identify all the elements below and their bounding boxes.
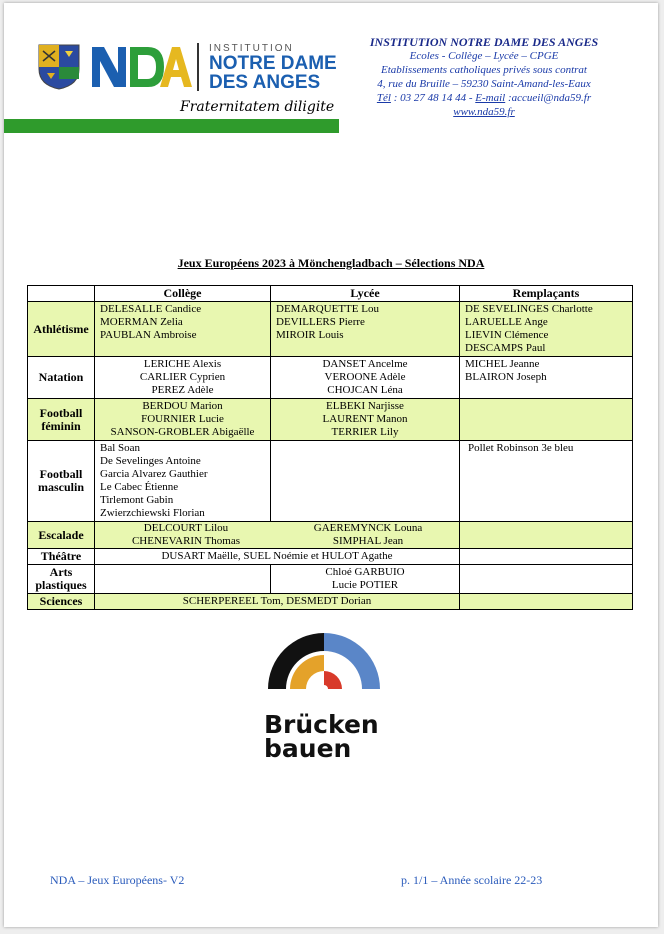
table-row-athletisme xyxy=(28,302,633,357)
sciences-remplacants xyxy=(460,594,633,610)
row-label-line2: plastiques xyxy=(35,578,87,592)
row-label-arts-plastiques xyxy=(28,565,95,594)
football-masculin-lycee xyxy=(271,441,460,522)
address-line3: 4, rue du Bruille – 59230 Saint-Amand-les-Eaux xyxy=(377,78,591,90)
list-item: CHOJCAN Léna xyxy=(327,384,403,396)
tel-label: Tél xyxy=(376,92,391,104)
logo2-line2: bauen xyxy=(264,734,352,761)
list-item: ELBEKI Narjisse xyxy=(326,400,404,412)
list-item: LIEVIN Clémence xyxy=(465,329,549,341)
football-feminin-remplacants xyxy=(460,399,633,441)
list-item: FOURNIER Lucie xyxy=(141,413,224,425)
row-label-line2: féminin xyxy=(41,418,81,433)
document-page xyxy=(4,3,658,927)
list-item: DANSET Ancelme xyxy=(322,358,408,370)
row-label-football-masculin xyxy=(28,441,95,522)
athletisme-college xyxy=(95,302,271,357)
list-item: BLAIRON Joseph xyxy=(465,371,547,383)
logo-divider xyxy=(197,43,199,91)
row-label-line1: Football xyxy=(39,467,83,481)
list-item: Tirlemont Gabin xyxy=(100,494,174,506)
header-empty-cell xyxy=(28,286,95,302)
athletisme-lycee xyxy=(271,302,460,357)
list-item: Pollet Robinson 3e bleu xyxy=(468,442,574,454)
list-item: De Sevelinges Antoine xyxy=(100,455,201,467)
address-title: INSTITUTION NOTRE DAME DES ANGES xyxy=(369,35,599,49)
list-item: DESCAMPS Paul xyxy=(465,342,546,354)
nda-logo xyxy=(90,43,192,91)
list-item: LERICHE Alexis xyxy=(143,358,222,370)
table-row-arts-plastiques xyxy=(28,565,633,594)
list-item: Garcia Alvarez Gauthier xyxy=(100,468,208,480)
escalade-college xyxy=(95,522,277,548)
escalade-lycee xyxy=(277,522,459,548)
header-lycee: Lycée xyxy=(271,286,460,302)
athletisme-remplacants xyxy=(460,302,633,357)
address-line2: Etablissements catholiques privés sous contrat xyxy=(381,64,587,76)
header-green-bar xyxy=(4,119,339,133)
list-item: Lucie POTIER xyxy=(331,579,399,591)
arts-college xyxy=(95,565,271,594)
document-title: Jeux Européens 2023 à Mönchengladbach – Sélections NDA xyxy=(177,256,485,270)
row-label-line1: Arts xyxy=(49,565,73,579)
list-item: DEMARQUETTE Lou xyxy=(276,303,379,315)
table-header-row xyxy=(28,286,633,302)
natation-remplacants xyxy=(460,357,633,399)
arts-lycee xyxy=(271,565,460,594)
escalade-remplacants xyxy=(460,522,633,549)
tel-number: : 03 27 48 14 44 - xyxy=(390,92,476,104)
theatre-participants: DUSART Maëlle, SUEL Noémie et HULOT Agathe xyxy=(95,549,460,565)
email-address[interactable]: :accueil@nda59.fr xyxy=(505,92,592,104)
contact-line xyxy=(359,91,609,105)
address-block xyxy=(359,35,609,119)
list-item: MIROIR Louis xyxy=(276,329,344,341)
row-label-theatre: Théâtre xyxy=(28,549,95,565)
list-item: PAUBLAN Ambroise xyxy=(100,329,197,341)
row-label-escalade: Escalade xyxy=(28,522,95,549)
table-row-natation xyxy=(28,357,633,399)
football-feminin-lycee xyxy=(271,399,460,441)
row-label-natation: Natation xyxy=(28,357,95,399)
list-item: MICHEL Jeanne xyxy=(465,358,540,370)
arts-remplacants xyxy=(460,565,633,594)
list-item: Bal Soan xyxy=(100,442,141,454)
table-row-football-masculin xyxy=(28,441,633,522)
list-item: DEVILLERS Pierre xyxy=(276,316,365,328)
row-label-football-feminin xyxy=(28,399,95,441)
list-item: SIMPHAL Jean xyxy=(332,535,404,547)
institution-label: INSTITUTION xyxy=(209,43,294,54)
row-label-line1: Football xyxy=(39,405,83,420)
motto: Fraternitatem diligite xyxy=(180,99,335,115)
bruecken-bauen-logo xyxy=(262,631,392,761)
institution-line1: NOTRE DAME xyxy=(209,53,337,74)
table-row-escalade xyxy=(28,522,633,549)
football-feminin-college xyxy=(95,399,271,441)
list-item: LARUELLE Ange xyxy=(465,316,548,328)
list-item: BERDOU Marion xyxy=(142,400,223,412)
address-line1: Ecoles - Collège – Lycée – CPGE xyxy=(409,50,559,62)
header-remplacants: Remplaçants xyxy=(460,286,633,302)
natation-college xyxy=(95,357,271,399)
list-item: DELESALLE Candice xyxy=(100,303,202,315)
row-label-sciences: Sciences xyxy=(28,594,95,610)
selection-table xyxy=(27,285,633,610)
footer-left: NDA – Jeux Européens- V2 xyxy=(50,873,185,887)
list-item: SANSON-GROBLER Abigaëlle xyxy=(110,426,255,438)
theatre-remplacants xyxy=(460,549,633,565)
list-item: PEREZ Adèle xyxy=(151,384,214,396)
escalade-participants xyxy=(95,522,460,549)
sciences-participants: SCHERPEREEL Tom, DESMEDT Dorian xyxy=(95,594,460,610)
football-masculin-college xyxy=(95,441,271,522)
institution-line2: DES ANGES xyxy=(209,72,321,93)
table-row-football-feminin xyxy=(28,399,633,441)
row-label-athletisme: Athlétisme xyxy=(28,302,95,357)
list-item: Chloé GARBUIO xyxy=(325,566,405,578)
list-item: CARLIER Cyprien xyxy=(139,371,226,383)
website-link[interactable]: www.nda59.fr xyxy=(453,106,515,118)
header-college: Collège xyxy=(95,286,271,302)
list-item: MOERMAN Zelia xyxy=(100,316,183,328)
list-item: DELCOURT Lilou xyxy=(143,522,229,534)
list-item: VEROONE Adèle xyxy=(324,371,406,383)
list-item: Zwierzchiewski Florian xyxy=(100,507,205,519)
list-item: DE SEVELINGES Charlotte xyxy=(465,303,593,315)
coat-of-arms-icon xyxy=(37,43,81,91)
table-row-sciences xyxy=(28,594,633,610)
list-item: TERRIER Lily xyxy=(331,426,399,438)
list-item: Le Cabec Étienne xyxy=(100,481,179,493)
football-masculin-remplacants xyxy=(460,441,633,522)
footer-page-info: p. 1/1 – Année scolaire 22-23 xyxy=(401,873,543,887)
list-item: GAEREMYNCK Louna xyxy=(313,522,423,534)
table-row-theatre xyxy=(28,549,633,565)
logo2-line1: Brücken xyxy=(264,710,379,739)
email-label: E-mail xyxy=(475,92,506,104)
list-item: LAURENT Manon xyxy=(322,413,408,425)
natation-lycee xyxy=(271,357,460,399)
list-item: CHENEVARIN Thomas xyxy=(131,535,241,547)
institution-name xyxy=(209,54,337,92)
row-label-line2: masculin xyxy=(37,480,84,494)
